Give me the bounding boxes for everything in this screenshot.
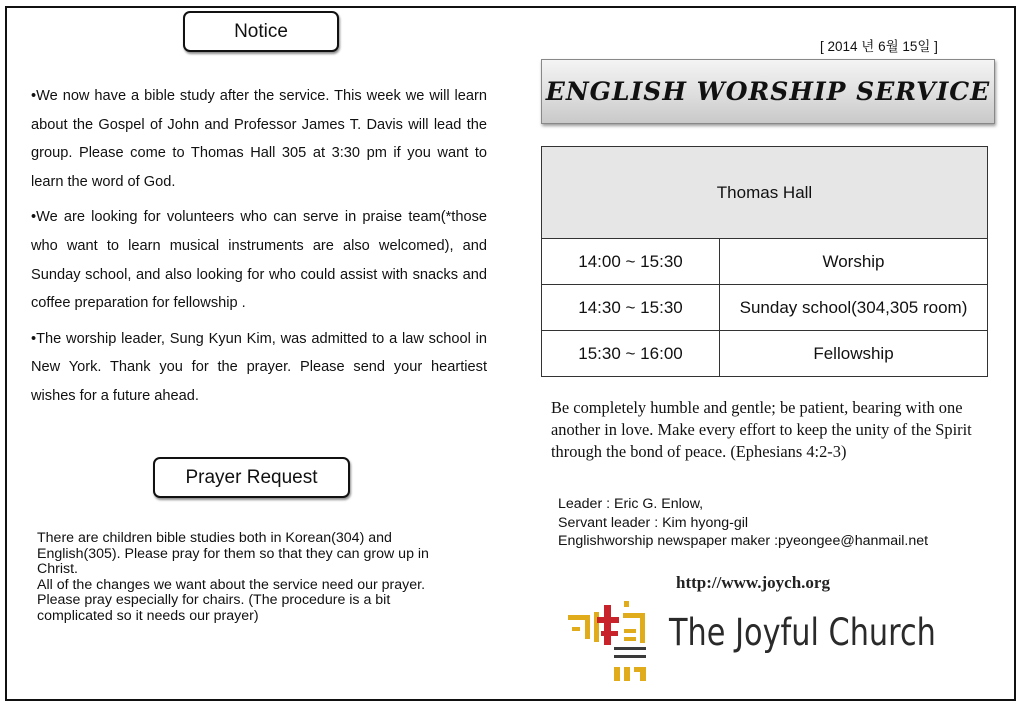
prayer-line: complicated so it needs our prayer): [37, 607, 259, 624]
bible-verse: Be completely humble and gentle; be patient, bearing with one another in love. Make every effort to keep the unity of the Spirit through the bond of peace. (Ephesians 4:2-3): [551, 398, 972, 461]
prayer-line: Please pray especially for chairs. (The procedure is a bit: [37, 592, 391, 608]
schedule-time: 14:00 ~ 15:30: [542, 239, 720, 285]
schedule-time: 14:30 ~ 15:30: [542, 285, 720, 331]
servant-leader-credit: Servant leader : Kim hyong-gil: [558, 514, 749, 531]
notice-paragraph-worship-leader: •The worship leader, Sung Kyun Kim, was admitted to a law school in New York. Thank you for the prayer. Please send your heartiest wishes for a future ahead.: [31, 330, 487, 404]
prayer-line: Christ.: [37, 561, 78, 577]
schedule-row: [542, 285, 988, 331]
schedule-venue: Thomas Hall: [542, 147, 988, 239]
prayer-request-heading: Prayer Request: [153, 457, 350, 498]
schedule-row: [542, 239, 988, 285]
schedule-venue-row: [542, 147, 988, 239]
notice-heading: Notice: [183, 11, 339, 52]
service-banner: [541, 59, 995, 124]
schedule-event: Fellowship: [720, 331, 988, 377]
church-website-link[interactable]: http://www.joych.org: [676, 573, 830, 592]
service-banner-title: ENGLISH WORSHIP SERVICE: [545, 77, 991, 106]
notice-body: [31, 82, 487, 418]
schedule-time: 15:30 ~ 16:00: [542, 331, 720, 377]
notice-paragraph-bible-study: •We now have a bible study after the service. This week we will learn about the Gospel of John and Professor James T. Davis will lead the group. Please come to Thomas Hall 305 at 3:30 pm if you want to learn the word of God.: [31, 88, 487, 190]
church-logo-icon: [564, 597, 656, 687]
schedule-event: Sunday school(304,305 room): [720, 285, 988, 331]
schedule-table: [541, 146, 988, 377]
schedule-row: [542, 331, 988, 377]
leader-credit: Leader : Eric G. Enlow,: [558, 496, 704, 512]
prayer-request-body: [37, 531, 497, 624]
prayer-line: All of the changes we want about the service need our prayer.: [37, 576, 426, 593]
prayer-line: English(305). Please pray for them so that they can grow up in: [37, 545, 429, 562]
bulletin-date: [ 2014 년 6월 15일 ]: [820, 39, 938, 54]
notice-paragraph-volunteers: •We are looking for volunteers who can serve in praise team(*those who want to learn musical instruments are also welcomed), and Sunday school, and also looking for who could assist with snacks and coffee preparation for fellowship .: [31, 209, 487, 312]
schedule-event: Worship: [720, 239, 988, 285]
prayer-line: There are children bible studies both in Korean(304) and: [37, 530, 392, 546]
staff-credits: [558, 495, 928, 551]
newspaper-maker-credit: Englishworship newspaper maker :pyeongee@hanmail.net: [558, 533, 929, 549]
church-logo-name: The Joyful Church: [669, 611, 936, 654]
